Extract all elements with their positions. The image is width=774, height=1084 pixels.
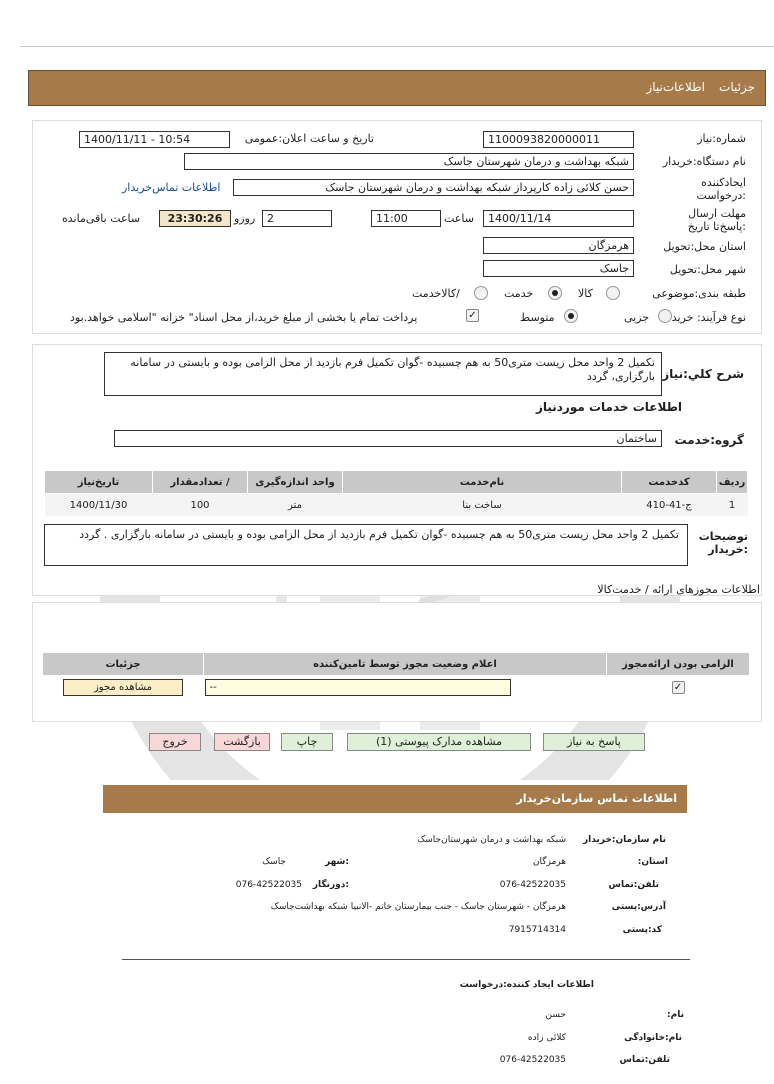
- tab-details[interactable]: جزئیات: [719, 80, 755, 94]
- description-text: تکمیل 2 واحد محل زیست متری50 به هم چسبیده -گوان تکمیل فرم بازدید از محل الزامی بوده و بایستی در سامانه بارگزاری، گردد: [104, 352, 662, 396]
- col-unit: واحد اندازه‌گیری: [248, 471, 343, 494]
- announce-label: تاریخ و ساعت اعلان:عمومی: [244, 132, 374, 145]
- creator-name-label: نام:: [667, 1010, 684, 1020]
- attachments-button[interactable]: مشاهده مدارک پیوستی (1): [347, 733, 531, 751]
- col-date: تاریخ‌نیاز: [45, 471, 153, 494]
- creator-name-value: حسن: [545, 1010, 566, 1020]
- city-contact-value: جاسک: [262, 857, 286, 867]
- announce-field: 1400/11/11 - 10:54: [79, 131, 230, 148]
- creator-family-value: کلائی زاده: [527, 1033, 566, 1043]
- postal-value: 7915714314: [508, 925, 566, 935]
- days-label: روزو: [234, 212, 256, 225]
- fax-label: :دورنگار: [312, 880, 349, 890]
- cell-row: 1: [728, 499, 736, 511]
- buyer-contact-link[interactable]: اطلاعات تماس‌خریدار: [122, 181, 221, 194]
- cell-unit: متر: [288, 499, 302, 511]
- address-label: آدرس:پستی: [611, 902, 666, 912]
- contact-header: [103, 785, 687, 813]
- cell-qty: 100: [190, 499, 210, 511]
- deadline-date-field: 1400/11/14: [483, 210, 634, 227]
- phone-label: تلفن:تماس: [608, 880, 659, 890]
- creator-label: ایجادکننده :درخواست: [696, 176, 746, 202]
- services-table: [44, 470, 748, 516]
- category-service-label: خدمت: [504, 287, 534, 300]
- tab-need-info[interactable]: اطلاعات‌نیاز: [646, 80, 705, 94]
- category-both-label: /کالاخدمت: [412, 287, 460, 300]
- service-group-label: گروه:خدمت: [674, 433, 744, 447]
- cell-date: 1400/11/30: [69, 499, 128, 511]
- permits-table: [42, 652, 750, 698]
- col-qty: / تعدادمقدار: [153, 471, 248, 494]
- top-divider: [20, 46, 774, 47]
- buyer-notes-label: توضیحات :خریدار: [698, 530, 748, 556]
- service-group-field: ساختمان: [114, 430, 662, 447]
- deadline-time-field: 11:00: [371, 210, 441, 227]
- col-row: ردیف: [717, 471, 748, 494]
- payment-note: پرداخت تمام یا بخشی از مبلغ خرید،از محل اسناد" خزانه "اسلامی خواهد.بود: [70, 311, 418, 324]
- city-field: جاسک: [483, 260, 634, 277]
- col-name: نام‌خدمت: [343, 471, 622, 494]
- permit-status-field: --: [205, 679, 511, 696]
- address-value: هرمزگان - شهرستان جاسک - جنب بیمارستان خاتم -الانبیا شبکه بهداشت‌جاسک: [270, 902, 566, 912]
- page-header: [28, 70, 766, 106]
- province-label: استان محل:تحویل: [663, 240, 746, 253]
- permit-col-status: اعلام وضعیت مجوز توسط تامین‌کننده: [204, 653, 607, 676]
- creator-family-label: نام:خانوادگی: [624, 1033, 682, 1043]
- process-partial-radio[interactable]: [658, 309, 672, 323]
- buyer-label: نام دستگاه:خریدار: [662, 155, 746, 168]
- province-contact-label: استان:: [637, 857, 668, 867]
- reply-button[interactable]: پاسخ به نیاز: [543, 733, 645, 751]
- creator-phone-value: 076-42522035: [499, 1055, 566, 1065]
- time-label: ساعت: [444, 212, 474, 225]
- province-field: هرمزگان: [483, 237, 634, 254]
- buyer-notes-text: تکمیل 2 واحد محل زیست متری50 به هم چسبیده -گوان تکمیل فرم بازدید از محل الزامی بوده و بایستی در سامانه بارگزاری . گردد: [44, 524, 688, 566]
- process-medium-label: متوسط: [520, 311, 555, 324]
- category-goods-radio[interactable]: [606, 286, 620, 300]
- view-permit-button[interactable]: مشاهده مجوز: [63, 679, 183, 696]
- payment-checkbox[interactable]: ✓: [466, 309, 479, 322]
- need-number-field: 1100093820000011: [483, 131, 634, 148]
- remaining-time: 23:30:26: [159, 210, 231, 227]
- creator-info-title: اطلاعات ایجاد کننده:درخواست: [459, 980, 594, 990]
- category-service-radio[interactable]: [548, 286, 562, 300]
- permit-col-details: جزئیات: [43, 653, 204, 676]
- org-label: نام سازمان:خریدار: [582, 835, 666, 845]
- permit-required-checkbox[interactable]: ✓: [672, 681, 685, 694]
- col-code: کدخدمت: [622, 471, 717, 494]
- permits-title: اطلاعات مجوزهای ارائه / خدمت‌کالا: [597, 583, 760, 596]
- process-partial-label: جزیی: [624, 311, 650, 324]
- deadline-label: مهلت ارسال :پاسخ‌تا تاریخ: [687, 207, 746, 233]
- postal-label: کد:پستی: [622, 925, 662, 935]
- cell-code: ج-41-410: [646, 499, 692, 511]
- services-title: اطلاعات خدمات موردنیاز: [535, 400, 682, 414]
- phone-value: 076-42522035: [499, 880, 566, 890]
- table-row: [45, 494, 748, 517]
- contact-title: اطلاعات تماس سازمان‌خریدار: [516, 792, 677, 805]
- contact-divider: [122, 959, 690, 960]
- creator-phone-label: تلفن:تماس: [619, 1055, 670, 1065]
- print-button[interactable]: چاپ: [281, 733, 333, 751]
- buyer-field: شبکه بهداشت و درمان شهرستان جاسک: [184, 153, 634, 170]
- creator-field: حسن کلائی زاده کارپرداز شبکه بهداشت و درمان شهرستان جاسک: [233, 179, 634, 196]
- category-label: طبقه بندی:موضوعی: [652, 287, 746, 300]
- org-value: شبکه بهداشت و درمان شهرستان‌جاسک: [417, 835, 566, 845]
- fax-value: 076-42522035: [235, 880, 302, 890]
- city-label: شهر محل:تحویل: [669, 263, 746, 276]
- permit-col-required: الزامی بودن ارائه‌مجوز: [607, 653, 750, 676]
- process-label: نوع فرآیند: خرید: [671, 311, 746, 324]
- cell-name: ساخت بنا: [462, 499, 502, 511]
- back-button[interactable]: بازگشت: [214, 733, 270, 751]
- process-medium-radio[interactable]: [564, 309, 578, 323]
- category-goods-label: کالا: [578, 287, 593, 300]
- remaining-label: ساعت باقی‌مانده: [62, 212, 141, 225]
- description-label: شرح کلي:نياز: [662, 367, 744, 381]
- city-contact-label: :شهر: [325, 857, 349, 867]
- permit-row: [43, 676, 750, 699]
- need-number-label: شماره:نیاز: [697, 132, 746, 145]
- exit-button[interactable]: خروج: [149, 733, 201, 751]
- province-contact-value: هرمزگان: [532, 857, 566, 867]
- category-both-radio[interactable]: [474, 286, 488, 300]
- days-field: 2: [262, 210, 332, 227]
